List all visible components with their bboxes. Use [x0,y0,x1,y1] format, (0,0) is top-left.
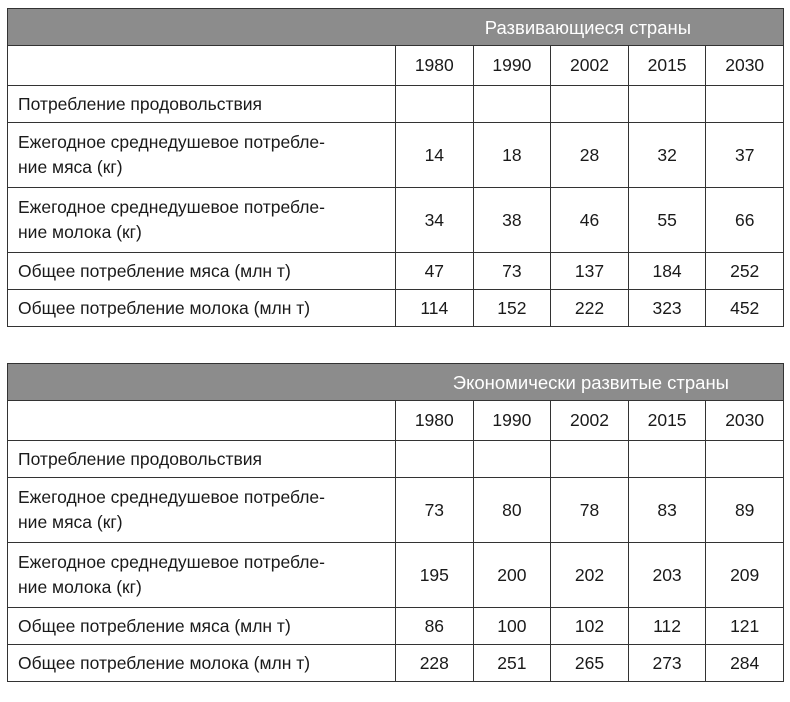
empty-cell [706,441,784,478]
value-cell: 73 [473,253,551,290]
value-cell: 152 [473,290,551,327]
empty-cell [473,441,551,478]
value-cell: 46 [551,188,629,253]
value-cell: 34 [396,188,474,253]
table-title: Экономически развитые страны [396,364,784,401]
value-cell: 80 [473,478,551,543]
developed-countries-table [7,363,784,682]
table-title-row [8,364,784,401]
developing-countries-table [7,8,784,327]
value-cell: 195 [396,543,474,608]
value-cell: 14 [396,123,474,188]
row-label [8,478,396,543]
value-cell: 265 [551,645,629,682]
value-cell: 137 [551,253,629,290]
row-label-line: ние мяса (кг) [18,157,123,177]
empty-cell [551,86,629,123]
years-header-row [8,401,784,441]
row-label [8,543,396,608]
table-row [8,253,784,290]
row-label [8,188,396,253]
row-label: Общее потребление мяса (млн т) [8,608,396,645]
value-cell: 18 [473,123,551,188]
value-cell: 78 [551,478,629,543]
header-empty-cell [8,46,396,86]
row-label: Общее потребление мяса (млн т) [8,253,396,290]
row-label: Общее потребление молока (млн т) [8,645,396,682]
category-label: Потребление продовольствия [8,86,396,123]
value-cell: 203 [628,543,706,608]
table-title-row [8,9,784,46]
value-cell: 284 [706,645,784,682]
row-label-line: Ежегодное среднедушевое потребле- [18,487,325,507]
table-row [8,290,784,327]
row-label-line: ние молока (кг) [18,222,142,242]
value-cell: 32 [628,123,706,188]
year-header: 1990 [473,401,551,441]
table-row [8,123,784,188]
empty-cell [628,441,706,478]
empty-cell [628,86,706,123]
year-header: 2015 [628,401,706,441]
year-header: 1980 [396,46,474,86]
value-cell: 121 [706,608,784,645]
value-cell: 28 [551,123,629,188]
value-cell: 73 [396,478,474,543]
year-header: 1990 [473,46,551,86]
value-cell: 228 [396,645,474,682]
value-cell: 273 [628,645,706,682]
value-cell: 452 [706,290,784,327]
row-label-line: Ежегодное среднедушевое потребле- [18,552,325,572]
years-header-row [8,46,784,86]
row-label: Общее потребление молока (млн т) [8,290,396,327]
empty-cell [706,86,784,123]
table-row [8,543,784,608]
year-header: 2030 [706,401,784,441]
value-cell: 83 [628,478,706,543]
value-cell: 251 [473,645,551,682]
value-cell: 323 [628,290,706,327]
title-spacer [8,364,396,401]
value-cell: 112 [628,608,706,645]
table-row [8,608,784,645]
value-cell: 37 [706,123,784,188]
value-cell: 66 [706,188,784,253]
empty-cell [396,86,474,123]
table-row [8,188,784,253]
empty-cell [396,441,474,478]
value-cell: 200 [473,543,551,608]
row-label-line: Ежегодное среднедушевое потребле- [18,132,325,152]
value-cell: 222 [551,290,629,327]
value-cell: 89 [706,478,784,543]
value-cell: 184 [628,253,706,290]
row-label-line: ние молока (кг) [18,577,142,597]
title-spacer [8,9,396,46]
value-cell: 55 [628,188,706,253]
row-label [8,123,396,188]
header-empty-cell [8,401,396,441]
value-cell: 102 [551,608,629,645]
empty-cell [551,441,629,478]
value-cell: 209 [706,543,784,608]
category-row [8,86,784,123]
value-cell: 252 [706,253,784,290]
value-cell: 38 [473,188,551,253]
value-cell: 47 [396,253,474,290]
year-header: 2002 [551,46,629,86]
row-label-line: Ежегодное среднедушевое потребле- [18,197,325,217]
table-row [8,478,784,543]
table-row [8,645,784,682]
year-header: 2002 [551,401,629,441]
value-cell: 114 [396,290,474,327]
category-label: Потребление продовольствия [8,441,396,478]
row-label-line: ние мяса (кг) [18,512,123,532]
value-cell: 86 [396,608,474,645]
year-header: 1980 [396,401,474,441]
year-header: 2015 [628,46,706,86]
category-row [8,441,784,478]
table-title: Развивающиеся страны [396,9,784,46]
empty-cell [473,86,551,123]
year-header: 2030 [706,46,784,86]
value-cell: 100 [473,608,551,645]
value-cell: 202 [551,543,629,608]
